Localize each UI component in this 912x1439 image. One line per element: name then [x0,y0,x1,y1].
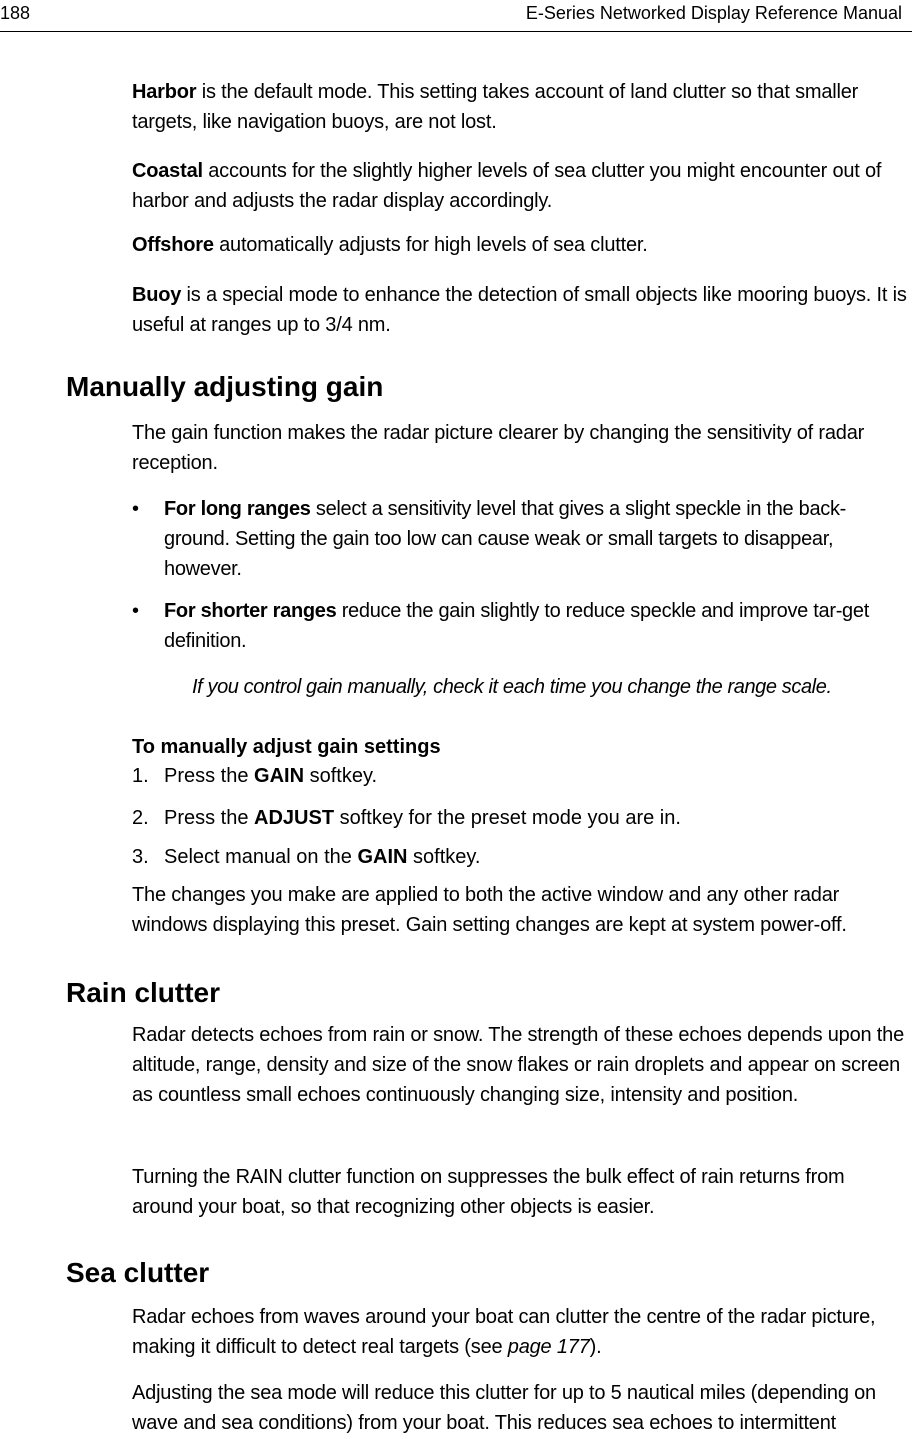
bullet-dot: • [132,600,139,622]
section-heading-gain: Manually adjusting gain [66,371,384,402]
bullet-shorter-ranges-term: For shorter ranges [164,600,337,622]
bullet-long-ranges-body: select a sensitivity level that gives a slight speckle in the back-ground. Setting the gain too low can cause weak or small targets to disappear, however. [164,498,847,580]
coastal-paragraph [132,156,908,216]
bullet-shorter-ranges-text [164,596,908,656]
step-2-post: softkey for the preset mode you are in. [334,807,681,829]
sea-paragraph-2: Adjusting the sea mode will reduce this clutter for up to 5 nautical miles (depending on wave and sea conditions) from your boat. This reduces sea echoes to intermittent [132,1382,876,1434]
buoy-paragraph [132,280,908,340]
softkey-adjust-label: ADJUST [254,807,335,829]
buoy-term: Buoy [132,284,182,306]
softkey-gain-label: GAIN [357,846,408,868]
softkey-gain-label: GAIN [254,765,305,787]
step-1-post: softkey. [304,765,378,787]
gain-outro-paragraph: The changes you make are applied to both the active window and any other radar windows displaying this preset. Gain setting changes are kept at system power-off. [132,884,847,936]
bullet-shorter-ranges [132,596,908,658]
bullet-dot: • [132,498,139,520]
bullet-long-ranges [132,494,908,586]
sea-paragraph-1-post: ). [589,1336,602,1358]
coastal-term: Coastal [132,160,203,182]
step-number: 2. [132,807,149,829]
bullet-long-ranges-text [164,494,908,584]
buoy-text: is a special mode to enhance the detection of small objects like mooring buoys. It is useful at ranges up to 3/4 nm. [132,284,907,336]
step-number: 3. [132,846,149,868]
offshore-paragraph [132,230,908,260]
coastal-text: accounts for the slightly higher levels of sea clutter you might encounter out of harbor and adjusts the radar display accordingly. [132,160,882,212]
step-number: 1. [132,765,149,787]
step-3-pre: Select manual on the [164,846,358,868]
gain-intro-paragraph: The gain function makes the radar picture clearer by changing the sensitivity of radar reception. [132,422,865,474]
page-number: 188 [0,3,31,23]
bullet-long-ranges-term: For long ranges [164,498,311,520]
section-heading-sea: Sea clutter [66,1257,210,1288]
page-header [0,0,912,32]
harbor-text: is the default mode. This setting takes account of land clutter so that smaller targets, like navigation buoys, are not lost. [132,81,859,133]
step-1-text [164,761,377,791]
rain-paragraph-2: Turning the RAIN clutter function on suppresses the bulk effect of rain returns from around your boat, so that recognizing other objects is easier. [132,1166,845,1218]
bullet-shorter-ranges-body: reduce the gain slightly to reduce speckle and improve tar-get definition. [164,600,869,652]
sea-paragraph-1 [132,1302,908,1362]
step-1-pre: Press the [164,765,255,787]
step-2-pre: Press the [164,807,255,829]
gain-note: If you control gain manually, check it each time you change the range scale. [192,676,832,698]
rain-paragraph-1: Radar detects echoes from rain or snow. The strength of these echoes depends upon the altitude, range, density and size of the snow flakes or rain droplets and appear on screen as countless small echoes continuously changing size, intensity and position. [132,1024,905,1106]
harbor-paragraph [132,77,908,137]
step-3-post: softkey. [407,846,481,868]
step-2-text [164,803,681,833]
harbor-term: Harbor [132,81,197,103]
offshore-text: automatically adjusts for high levels of sea clutter. [213,234,648,256]
step-3-text [164,842,480,872]
section-heading-rain: Rain clutter [66,977,221,1008]
sea-paragraph-1-pre: Radar echoes from waves around your boat can clutter the centre of the radar picture, making it difficult to detect real targets (see [132,1306,876,1358]
manual-title: E-Series Networked Display Reference Manual [525,3,902,23]
page-reference-link[interactable]: page 177 [507,1336,590,1358]
offshore-term: Offshore [132,234,214,256]
procedure-heading: To manually adjust gain settings [132,736,441,758]
